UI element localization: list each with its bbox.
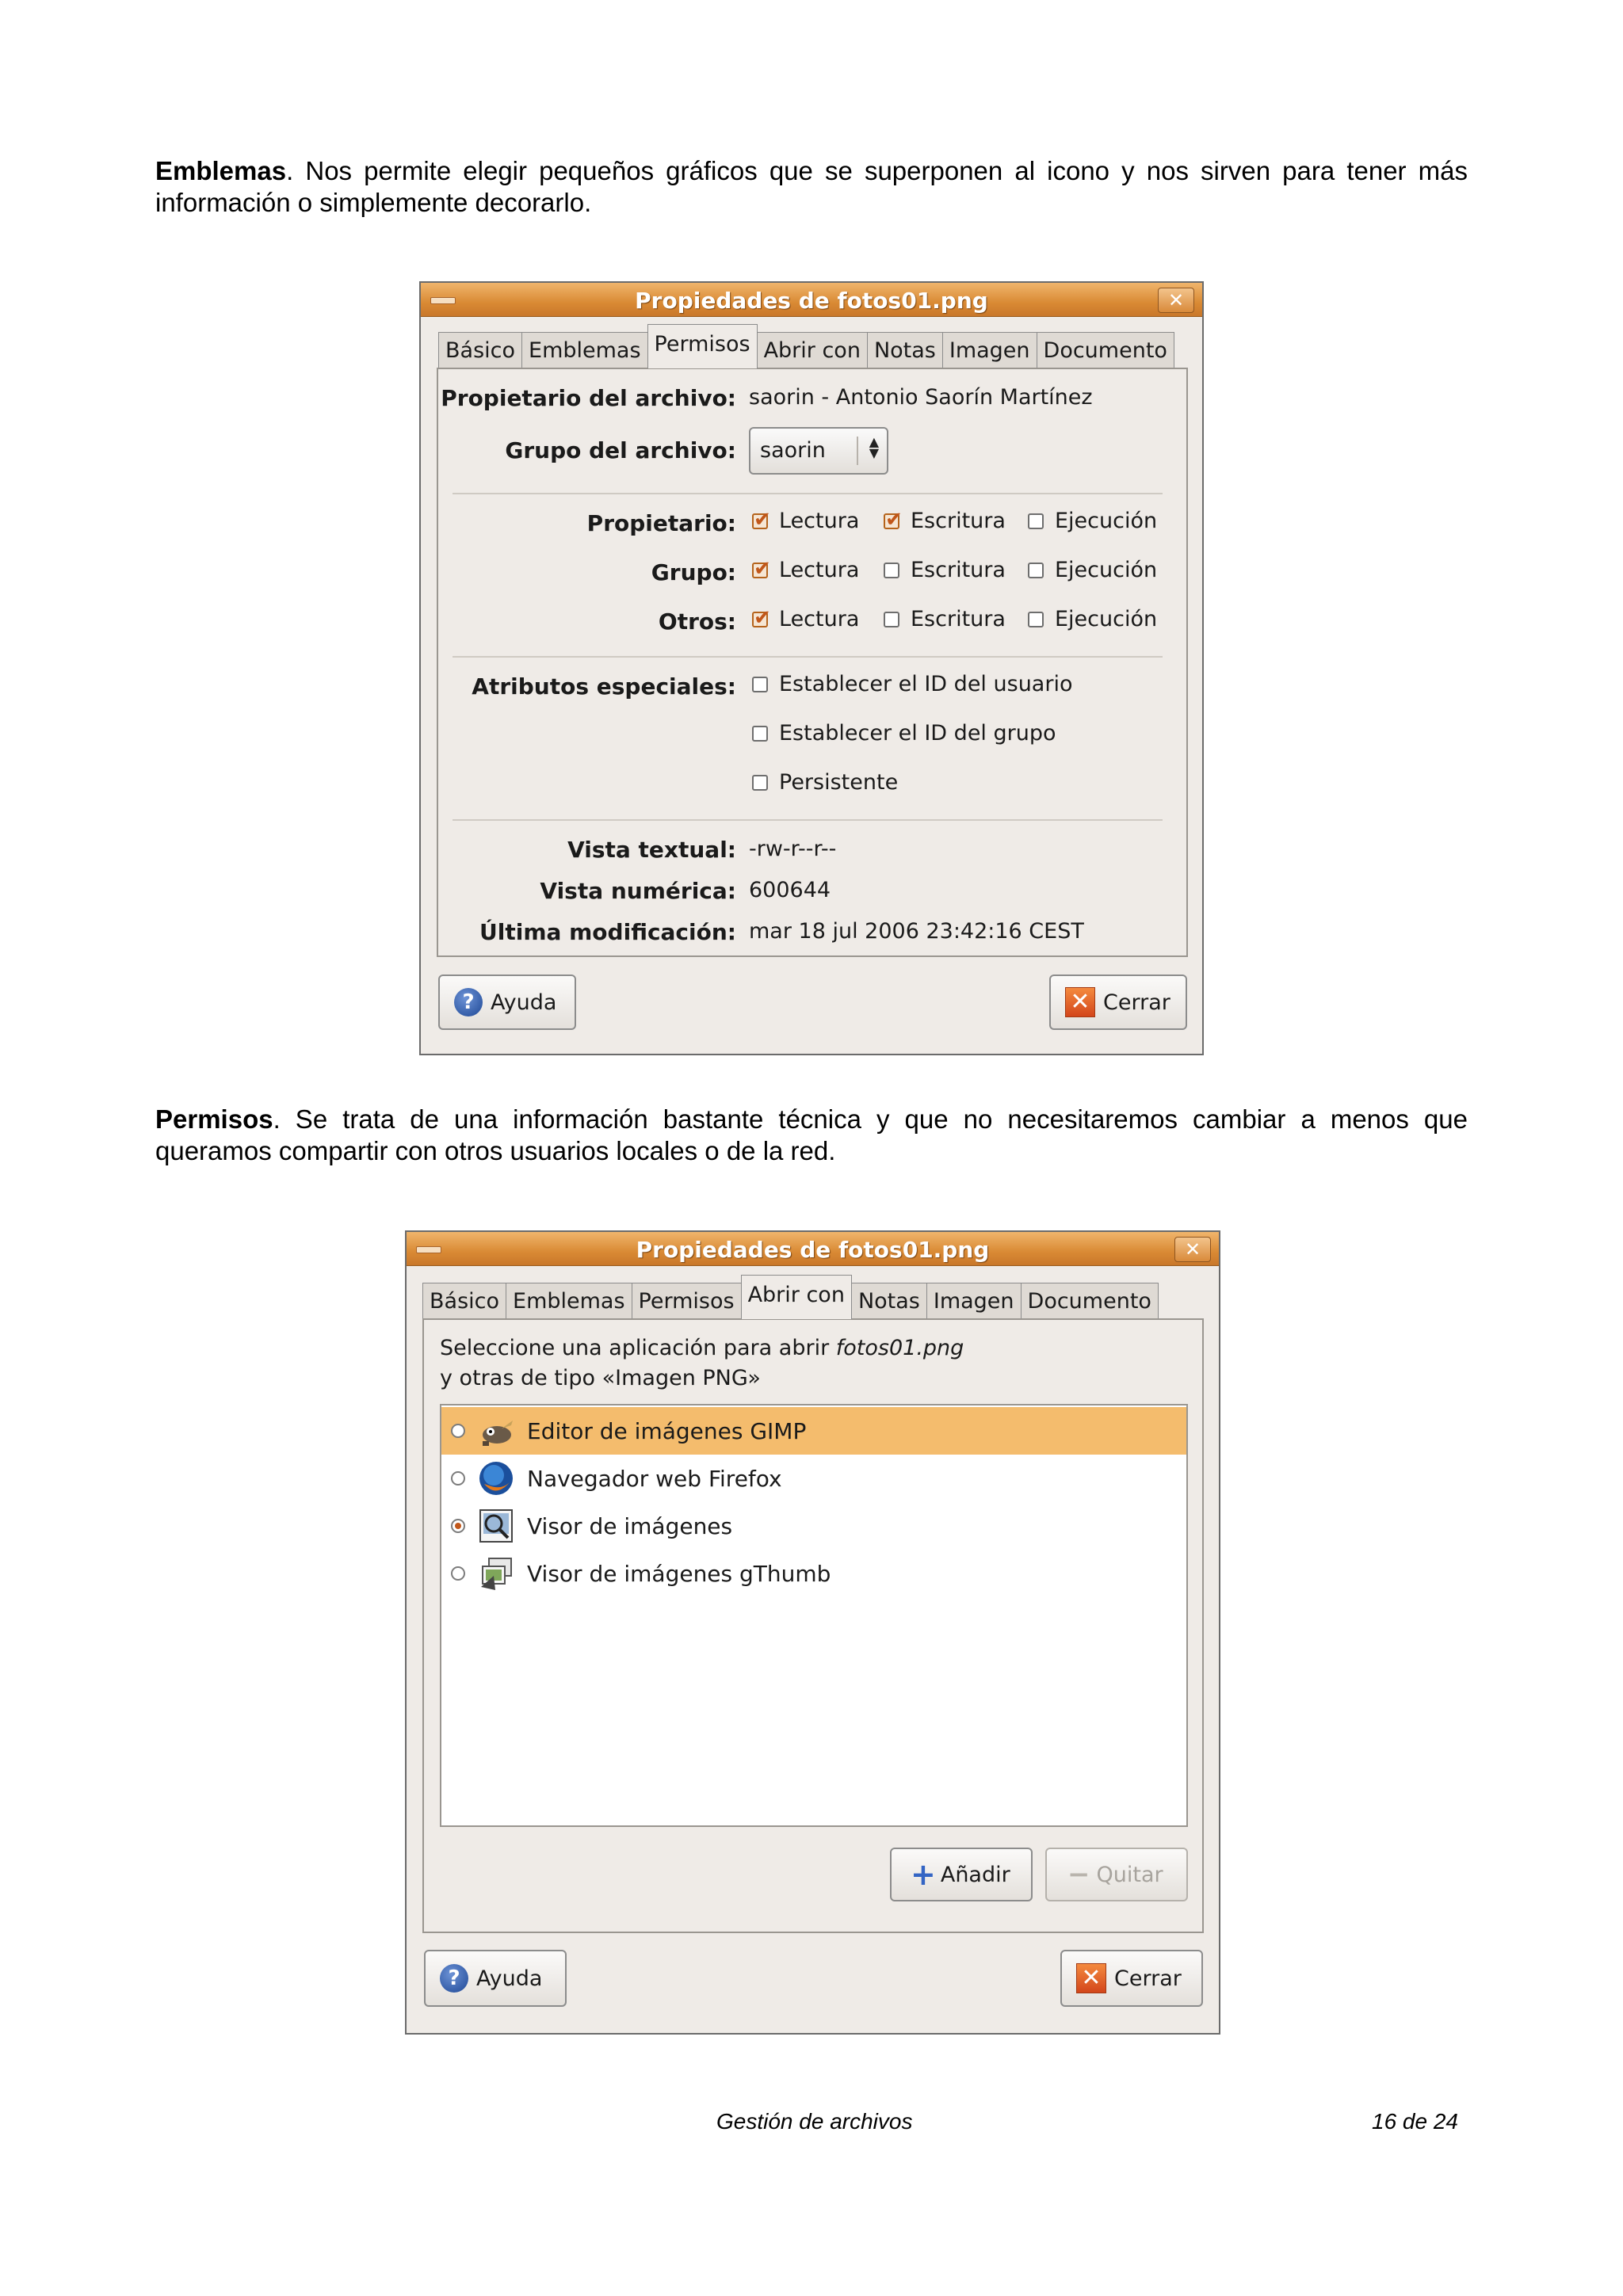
setgid-checkbox[interactable] <box>752 721 1056 746</box>
radio-unselected-icon[interactable] <box>451 1424 465 1438</box>
app-name: Visor de imágenes <box>527 1512 733 1539</box>
close-button-label: Cerrar <box>1103 990 1170 1015</box>
checkbox-unchecked-icon <box>752 677 768 692</box>
open-with-panel <box>422 1318 1204 1933</box>
others-read-checkbox[interactable] <box>752 607 859 631</box>
help-icon: ? <box>440 1964 468 1993</box>
list-item[interactable] <box>441 1550 1186 1597</box>
owner-read-checkbox[interactable] <box>752 509 859 533</box>
group-select-value: saorin <box>760 438 826 463</box>
setuid-checkbox[interactable] <box>752 672 1072 696</box>
tab-notas[interactable]: Notas <box>867 332 943 368</box>
gimp-icon <box>478 1413 514 1449</box>
paragraph-permisos <box>155 1104 1468 1167</box>
paragraph-permisos-text: . Se trata de una información bastante técnica y que no necesitaremos cambiar a menos que queramos compartir con otros usuarios locales o de la red. <box>155 1104 1468 1165</box>
tab-imagen[interactable]: Imagen <box>942 332 1037 368</box>
tab-permisos[interactable]: Permisos <box>632 1283 742 1319</box>
help-button-label: Ayuda <box>491 990 557 1015</box>
text-view-value: -rw-r--r-- <box>749 837 837 861</box>
titlebar <box>421 283 1202 317</box>
help-button[interactable] <box>438 974 576 1030</box>
list-item[interactable] <box>441 1407 1186 1455</box>
close-button[interactable] <box>1049 974 1187 1030</box>
owner-value: saorin - Antonio Saorín Martínez <box>749 385 1093 410</box>
page-number: 16 de 24 <box>1372 2109 1458 2134</box>
owner-exec-checkbox[interactable] <box>1028 509 1157 533</box>
list-item[interactable] <box>441 1455 1186 1502</box>
window-close-button[interactable] <box>1158 288 1194 313</box>
help-button-label: Ayuda <box>476 1966 543 1991</box>
gthumb-icon <box>478 1555 514 1592</box>
radio-unselected-icon[interactable] <box>451 1566 465 1581</box>
radio-selected-icon[interactable] <box>451 1519 465 1533</box>
updown-arrows-icon: ▲ ▼ <box>869 434 879 460</box>
others-write-label: Escritura <box>911 607 1006 631</box>
window-title: Propiedades de fotos01.png <box>636 1237 990 1263</box>
paragraph-emblemas <box>155 155 1468 219</box>
tab-documento[interactable]: Documento <box>1037 332 1174 368</box>
tab-emblemas[interactable]: Emblemas <box>521 332 648 368</box>
group-exec-checkbox[interactable] <box>1028 558 1157 582</box>
tab-abrir-con[interactable]: Abrir con <box>757 332 868 368</box>
group-read-checkbox[interactable] <box>752 558 859 582</box>
setgid-label: Establecer el ID del grupo <box>779 721 1056 746</box>
others-write-checkbox[interactable] <box>884 607 1006 631</box>
checkbox-checked-icon <box>752 563 768 578</box>
tab-emblemas[interactable]: Emblemas <box>506 1283 632 1319</box>
separator <box>453 493 1163 494</box>
app-name: Visor de imágenes gThumb <box>527 1560 831 1587</box>
owner-exec-label: Ejecución <box>1055 509 1158 533</box>
term-emblemas: Emblemas <box>155 156 287 185</box>
checkbox-unchecked-icon <box>884 563 899 578</box>
text-view-label: Vista textual: <box>567 837 736 863</box>
group-select[interactable] <box>749 427 888 475</box>
others-read-label: Lectura <box>779 607 860 631</box>
modified-value: mar 18 jul 2006 23:42:16 CEST <box>749 919 1084 944</box>
owner-read-label: Lectura <box>779 509 860 533</box>
tab-notas[interactable]: Notas <box>851 1283 927 1319</box>
help-icon: ? <box>454 988 483 1016</box>
help-button[interactable] <box>424 1950 567 2007</box>
checkbox-unchecked-icon <box>1028 612 1044 627</box>
tab-basico[interactable]: Básico <box>422 1283 506 1319</box>
group-read-label: Lectura <box>779 558 860 582</box>
perm-owner-label: Propietario: <box>586 510 736 536</box>
tab-bar <box>438 327 1174 368</box>
close-icon: ✕ <box>1065 987 1095 1017</box>
prompt-line-1 <box>440 1336 964 1360</box>
prompt-file: fotos01.png <box>835 1336 964 1360</box>
perm-others-label: Otros: <box>658 608 736 635</box>
term-permisos: Permisos <box>155 1104 273 1134</box>
tab-permisos[interactable]: Permisos <box>647 324 758 368</box>
checkbox-checked-icon <box>752 612 768 627</box>
list-item[interactable] <box>441 1502 1186 1550</box>
others-exec-checkbox[interactable] <box>1028 607 1157 631</box>
owner-write-checkbox[interactable] <box>884 509 1006 533</box>
footer-title: Gestión de archivos <box>716 2109 913 2134</box>
checkbox-unchecked-icon <box>884 612 899 627</box>
group-write-label: Escritura <box>911 558 1006 582</box>
close-button[interactable] <box>1060 1950 1203 2007</box>
firefox-icon <box>478 1460 514 1497</box>
image-viewer-icon <box>478 1508 514 1544</box>
separator <box>453 656 1163 658</box>
window-title: Propiedades de fotos01.png <box>635 288 988 314</box>
modified-label: Última modificación: <box>479 919 736 945</box>
numeric-view-value: 600644 <box>749 878 831 902</box>
prompt-prefix: Seleccione una aplicación para abrir <box>440 1336 830 1360</box>
remove-icon: − <box>1067 1859 1090 1890</box>
remove-button[interactable] <box>1045 1848 1188 1901</box>
sticky-checkbox[interactable] <box>752 770 898 795</box>
tab-basico[interactable]: Básico <box>438 332 522 368</box>
close-x-icon: ✕ <box>1167 289 1185 311</box>
properties-dialog-open-with <box>405 1230 1220 2035</box>
window-close-button[interactable] <box>1174 1237 1211 1262</box>
paragraph-emblemas-text: . Nos permite elegir pequeños gráficos que se superponen al icono y nos sirven para tener más información o simplemente decorarlo. <box>155 156 1468 217</box>
tab-abrir-con[interactable]: Abrir con <box>741 1275 852 1319</box>
tab-bar <box>422 1278 1158 1319</box>
checkbox-unchecked-icon <box>752 726 768 742</box>
checkbox-unchecked-icon <box>752 775 768 791</box>
checkbox-unchecked-icon <box>1028 513 1044 529</box>
checkbox-checked-icon <box>752 513 768 529</box>
owner-label: Propietario del archivo: <box>441 385 736 411</box>
close-x-icon: ✕ <box>1184 1238 1201 1261</box>
application-list[interactable] <box>440 1404 1188 1827</box>
checkbox-checked-icon <box>884 513 899 529</box>
radio-unselected-icon[interactable] <box>451 1471 465 1486</box>
group-select-divider <box>857 437 858 465</box>
app-name: Editor de imágenes GIMP <box>527 1417 807 1444</box>
special-attributes-label: Atributos especiales: <box>472 673 736 700</box>
add-icon: + <box>911 1857 936 1892</box>
tab-imagen[interactable]: Imagen <box>926 1283 1022 1319</box>
tab-documento[interactable]: Documento <box>1021 1283 1159 1319</box>
close-icon: ✕ <box>1076 1963 1106 1993</box>
perm-group-label: Grupo: <box>651 559 736 585</box>
add-button-label: Añadir <box>940 1862 1010 1887</box>
remove-button-label: Quitar <box>1096 1862 1163 1887</box>
owner-write-label: Escritura <box>911 509 1006 533</box>
checkbox-unchecked-icon <box>1028 563 1044 578</box>
others-exec-label: Ejecución <box>1055 607 1158 631</box>
numeric-view-label: Vista numérica: <box>540 878 736 904</box>
close-button-label: Cerrar <box>1114 1966 1182 1991</box>
titlebar <box>407 1232 1219 1266</box>
group-write-checkbox[interactable] <box>884 558 1006 582</box>
group-exec-label: Ejecución <box>1055 558 1158 582</box>
separator <box>453 819 1163 821</box>
app-name: Navegador web Firefox <box>527 1465 782 1492</box>
prompt-line-2: y otras de tipo «Imagen PNG» <box>440 1366 761 1390</box>
setuid-label: Establecer el ID del usuario <box>779 672 1073 696</box>
add-button[interactable] <box>890 1848 1033 1901</box>
properties-dialog-permissions <box>419 281 1204 1055</box>
sticky-label: Persistente <box>779 770 899 795</box>
group-label: Grupo del archivo: <box>505 437 736 463</box>
permissions-panel <box>437 368 1188 957</box>
